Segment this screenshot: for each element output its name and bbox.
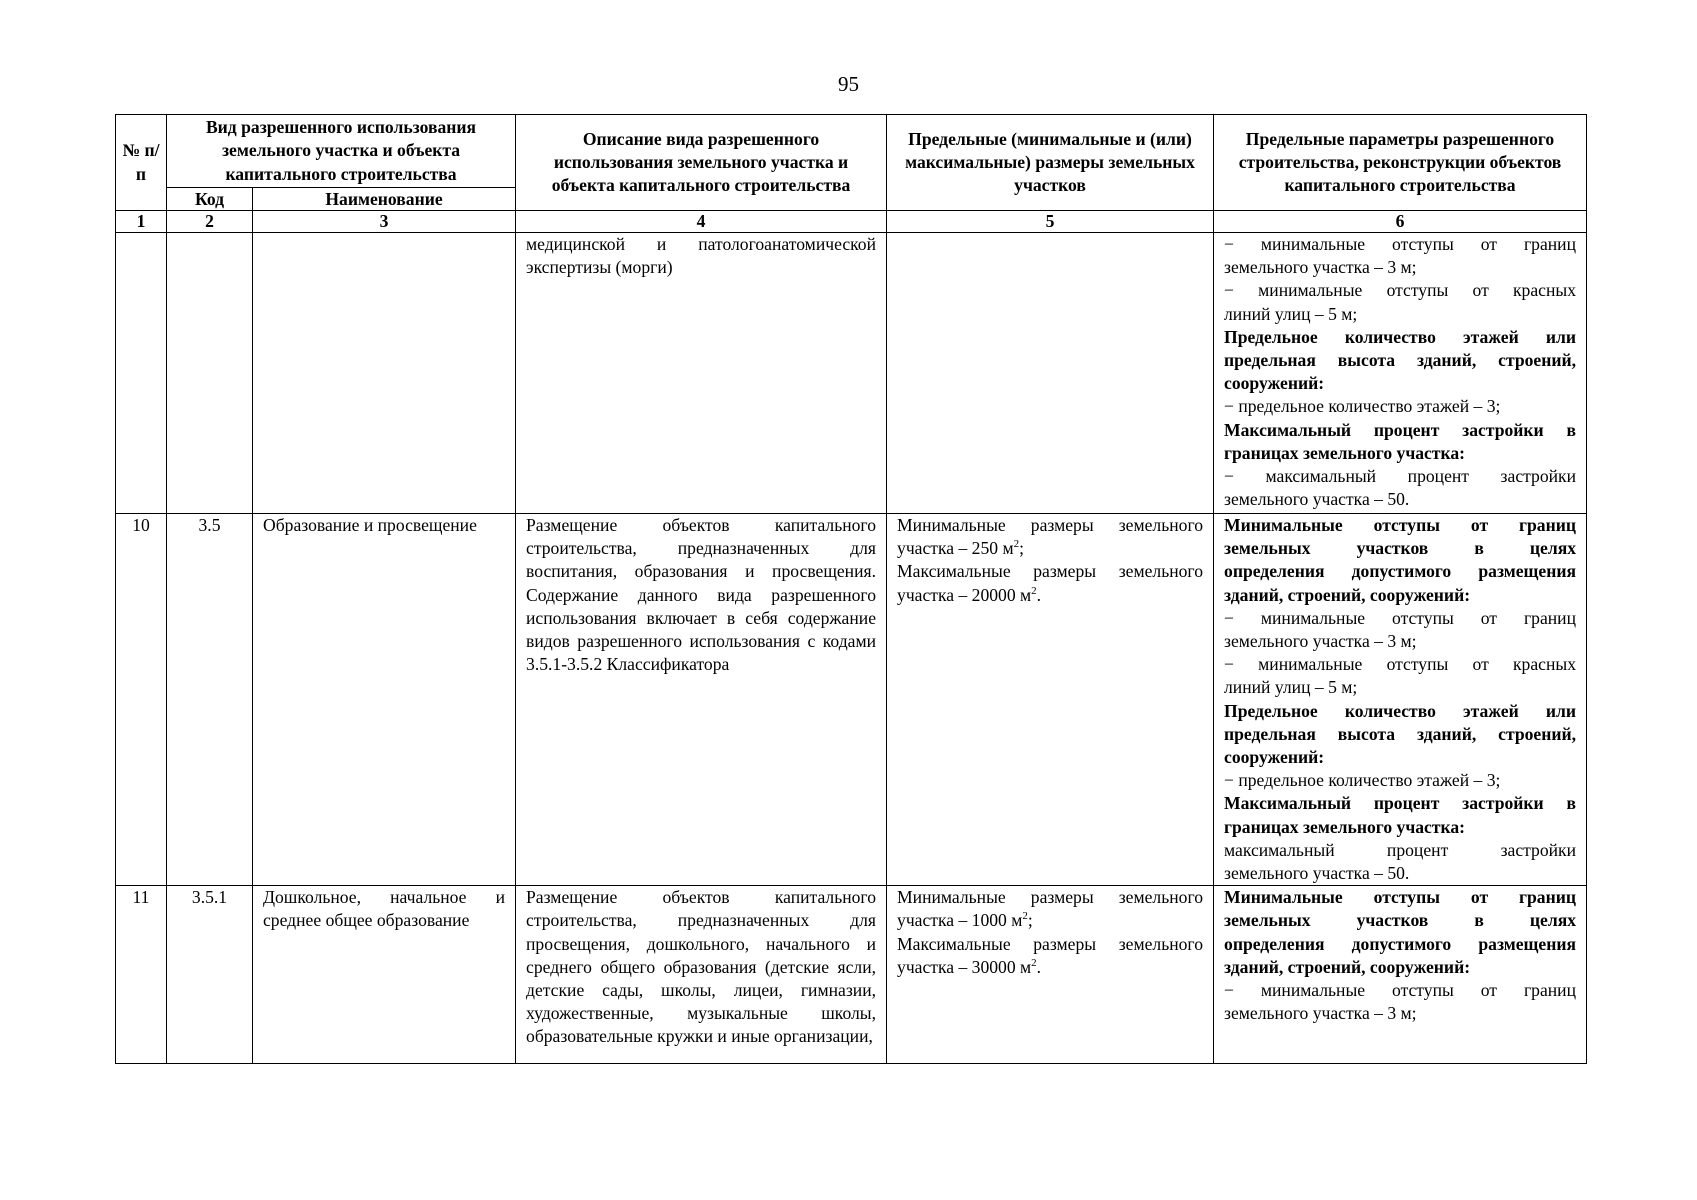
param-line: границах земельного участка:	[1224, 442, 1466, 463]
param-line: максимальный процент застройки	[1224, 839, 1577, 860]
land-use-table	[115, 114, 1587, 1064]
param-line: − минимальные отступы от границ	[1224, 980, 1577, 1001]
param-line: − минимальные отступы от границ	[1224, 234, 1577, 254]
row-num: 10	[116, 514, 167, 886]
param-line: зданий, строений, сооружений:	[1224, 584, 1471, 605]
param-line: Максимальный процент застройки в	[1224, 793, 1577, 814]
param-line: − предельное количество этажей – 3;	[1224, 770, 1501, 791]
row-params	[1214, 514, 1587, 886]
param-line: предельная высота зданий, строений,	[1224, 350, 1577, 371]
row-params	[1214, 233, 1587, 514]
plot-size-line: Максимальные размеры земельного участка – 30000 $м^2$.	[897, 933, 1204, 977]
param-line: определения допустимого размещения	[1224, 933, 1577, 954]
row-name: Дошкольное, начальное и среднее общее образование	[253, 886, 516, 1064]
param-line: − минимальные отступы от границ	[1224, 607, 1577, 628]
row-code: 3.5.1	[167, 886, 253, 1064]
param-line: сооружений:	[1224, 747, 1325, 768]
plot-size-line: Максимальные размеры земельного участка – 20000 $м^2$.	[897, 561, 1204, 605]
param-line: Минимальные отступы от границ	[1224, 887, 1577, 908]
header-construction-params: Предельные параметры разрешенного строительства, реконструкции объектов капитального строительства	[1214, 115, 1587, 211]
table-row	[116, 233, 1587, 514]
param-line: − предельное количество этажей – 3;	[1224, 396, 1501, 417]
param-line: Предельное количество этажей или	[1224, 326, 1577, 347]
param-line: предельная высота зданий, строений,	[1224, 723, 1577, 744]
row-sizes	[887, 886, 1214, 1064]
param-line: Максимальный процент застройки в	[1224, 419, 1577, 440]
header-code: Код	[167, 188, 253, 211]
row-num: 11	[116, 886, 167, 1064]
param-line: − минимальные отступы от красных	[1224, 280, 1577, 301]
row-sizes	[887, 233, 1214, 514]
plot-size-line: Минимальные размеры земельного участка – 250 $м^2$;	[897, 515, 1204, 559]
param-line: земельного участка – 3 м;	[1224, 1003, 1417, 1024]
table-row	[116, 886, 1587, 1064]
column-number-row	[116, 211, 1587, 233]
param-line: сооружений:	[1224, 373, 1325, 394]
param-line: линий улиц – 5 м;	[1224, 303, 1358, 324]
param-line: зданий, строений, сооружений:	[1224, 956, 1471, 977]
param-line: земельного участка – 50.	[1224, 863, 1410, 884]
column-number: 6	[1214, 211, 1587, 233]
row-name	[253, 233, 516, 514]
column-number: 2	[167, 211, 253, 233]
column-number: 5	[887, 211, 1214, 233]
row-name: Образование и просвещение	[253, 514, 516, 886]
row-sizes	[887, 514, 1214, 886]
param-line: земельного участка – 50.	[1224, 489, 1410, 510]
column-number: 4	[516, 211, 887, 233]
param-line: земельного участка – 3 м;	[1224, 257, 1417, 278]
header-description: Описание вида разрешенного использования земельного участка и объекта капитального строительства	[516, 115, 887, 211]
row-description: Размещение объектов капитального строительства, предназначенных для просвещения, дошкольного, начального и среднего общего образования (детские ясли, детские сады, школы, лицеи, гимназии, художественные, музыкальные школы, образовательные кружки и иные организации,	[516, 886, 887, 1064]
header-use-type-group: Вид разрешенного использования земельного участка и объекта капитального строительства	[167, 115, 516, 188]
param-line: земельного участка – 3 м;	[1224, 631, 1417, 652]
column-number: 1	[116, 211, 167, 233]
param-line: границах земельного участка:	[1224, 816, 1466, 837]
param-line: Минимальные отступы от границ	[1224, 515, 1577, 535]
plot-size-line: Минимальные размеры земельного участка – 1000 $м^2$;	[897, 887, 1204, 931]
table-row	[116, 514, 1587, 886]
row-params	[1214, 886, 1587, 1064]
param-line: земельных участков в целях	[1224, 910, 1577, 931]
header-name: Наименование	[253, 188, 516, 211]
row-description: Размещение объектов капитального строительства, предназначенных для воспитания, образования и просвещения. Содержание данного вида разрешенного использования включает в себя содержание видов разрешенного использования с кодами 3.5.1-3.5.2 Классификатора	[516, 514, 887, 886]
header-num: № п/п	[116, 115, 167, 211]
param-line: определения допустимого размещения	[1224, 561, 1577, 582]
row-description: медицинской и патологоанатомической экспертизы (морги)	[516, 233, 887, 514]
param-line: − минимальные отступы от красных	[1224, 654, 1577, 675]
param-line: − максимальный процент застройки	[1224, 466, 1577, 487]
row-num	[116, 233, 167, 514]
header-plot-sizes: Предельные (минимальные и (или) максимальные) размеры земельных участков	[887, 115, 1214, 211]
row-code: 3.5	[167, 514, 253, 886]
param-line: линий улиц – 5 м;	[1224, 677, 1358, 698]
page-number: 95	[838, 72, 859, 96]
column-number: 3	[253, 211, 516, 233]
param-line: Предельное количество этажей или	[1224, 700, 1577, 721]
param-line: земельных участков в целях	[1224, 538, 1577, 559]
row-code	[167, 233, 253, 514]
